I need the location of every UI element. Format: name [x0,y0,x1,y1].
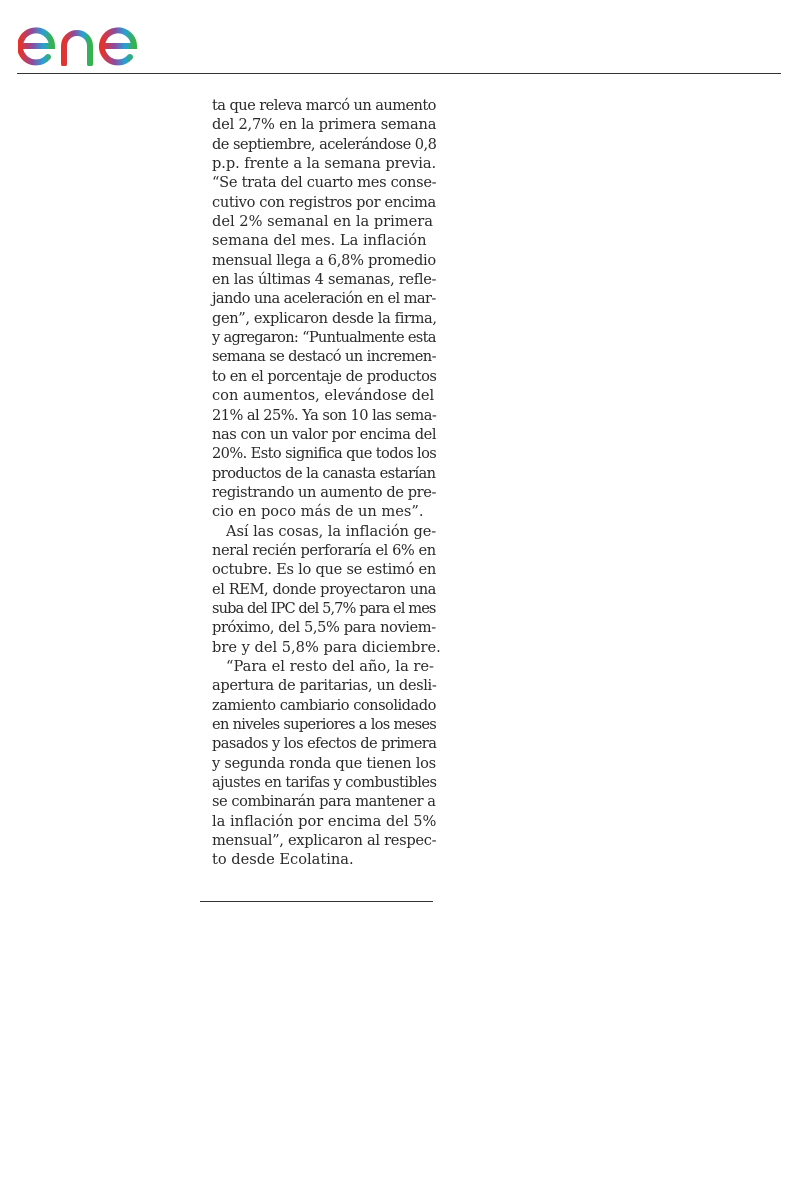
text-line: zamiento cambiario consolidado [212,696,436,714]
text-line: y segunda ronda que tienen los [212,754,436,772]
text-line: to en el porcentaje de productos [212,367,437,385]
text-line: se combinarán para mantener a [212,793,436,811]
text-line: del 2% semanal en la primera [212,213,433,231]
text-line: con aumentos, elevándose del [212,387,435,405]
text-line: semana del mes. La inflación [212,232,427,250]
text-line: octubre. Es lo que se estimó en [212,561,437,579]
text-line: en niveles superiores a los meses [212,716,437,733]
article-paragraph [212,96,436,522]
text-line: pasados y los efectos de primera [212,735,437,753]
text-line: registrando un aumento de pre- [212,483,437,501]
text-line: to desde Ecolatina. [212,851,354,869]
text-line: el REM, donde proyectaron una [212,580,436,598]
text-line: nas con un valor por encima del [212,425,437,443]
text-line: p.p. frente a la semana previa. [212,155,437,173]
text-line: próximo, del 5,5% para noviem- [212,619,436,637]
header-rule [17,73,781,74]
text-line: bre y del 5,8% para diciembre. [212,638,441,656]
text-line: apertura de paritarias, un desli- [212,677,437,695]
article-paragraph [212,657,436,870]
article-paragraph [212,522,441,657]
text-line: en las últimas 4 semanas, refle- [212,271,437,289]
text-line: productos de la canasta estarían [212,464,436,482]
text-line: “Se trata del cuarto mes conse- [212,174,437,192]
text-line: la inflación por encima del 5% [212,812,437,830]
text-line: del 2,7% en la primera semana [212,116,437,134]
article-column [212,96,441,870]
text-line: neral recién perforaría el 6% en [212,541,436,559]
text-line: “Para el resto del año, la re- [226,657,434,675]
text-line: jando una aceleración en el mar- [212,290,436,308]
footer-rule [200,901,433,902]
text-line: ajustes en tarifas y combustibles [212,774,437,792]
text-line: suba del IPC del 5,7% para el mes [212,599,436,617]
text-line: gen”, explicaron desde la firma, [212,309,437,327]
text-line: ta que releva marcó un aumento [212,97,436,114]
text-line: de septiembre, acelerándose 0,8 [212,135,437,153]
text-line: 20%. Esto significa que todos los [212,445,437,463]
text-line: y agregaron: “Puntualmente esta [212,329,436,347]
text-line: mensual llega a 6,8% promedio [212,251,436,269]
text-line: cutivo con registros por encima [212,193,436,211]
text-line: mensual”, explicaron al respec- [212,832,437,850]
text-line: semana se destacó un incremen- [212,348,436,366]
text-line: 21% al 25%. Ya son 10 las sema- [212,406,437,424]
text-line: cio en poco más de un mes”. [212,503,424,521]
text-line: Así las cosas, la inflación ge- [226,522,437,540]
enel-logo [18,8,170,66]
